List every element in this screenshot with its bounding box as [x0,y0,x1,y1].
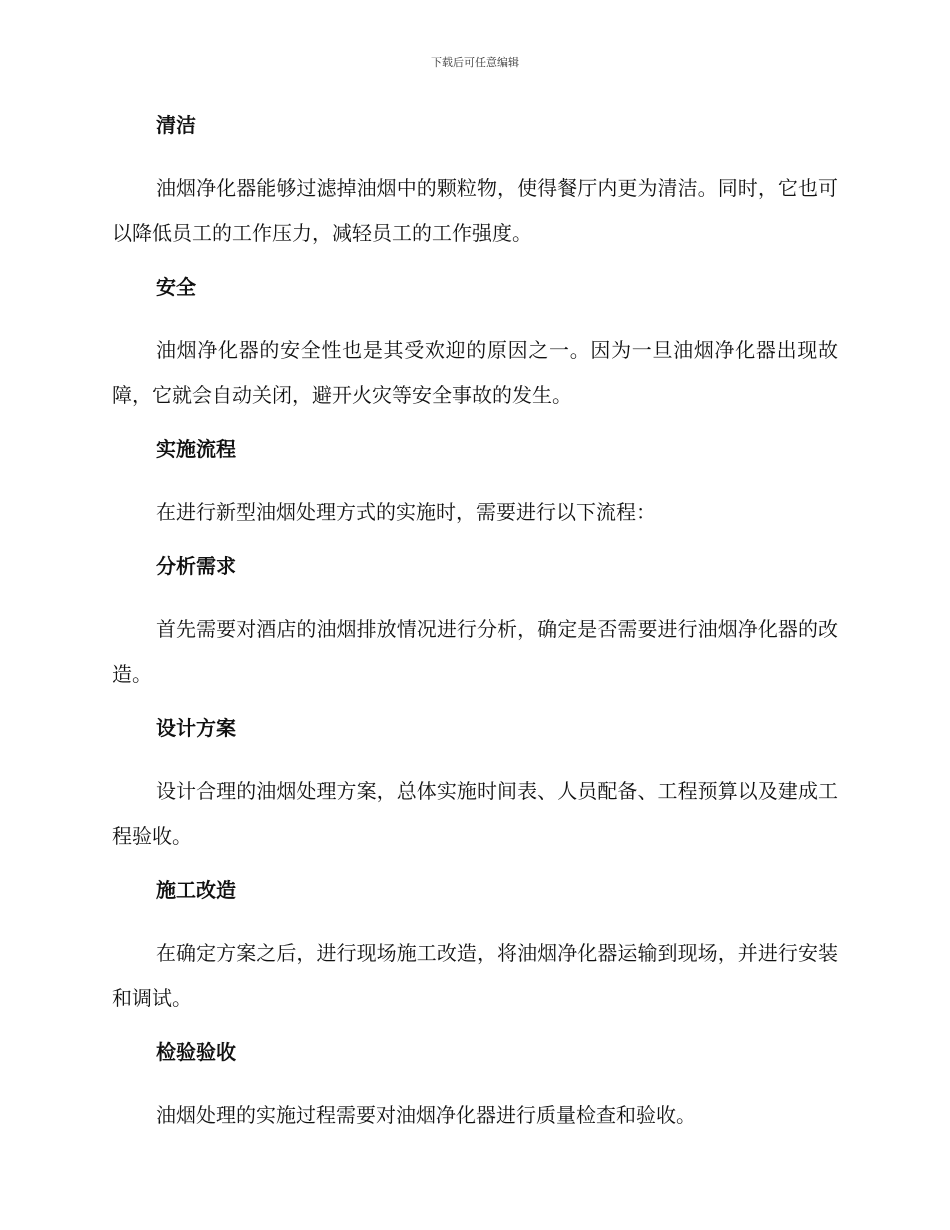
section-heading-construction: 施工改造 [156,878,236,902]
section-body-safety: 油烟净化器的安全性也是其受欢迎的原因之一。因为一旦油烟净化器出现故障，它就会自动关闭，避开火灾等安全事故的发生。 [112,338,838,407]
section-body-cleaning: 油烟净化器能够过滤掉油烟中的颗粒物，使得餐厅内更为清洁。同时，它也可以降低员工的工作压力，减轻员工的工作强度。 [112,176,838,245]
section-heading-inspection: 检验验收 [156,1040,236,1064]
section-heading-safety: 安全 [156,275,196,299]
section-body-needs-analysis: 首先需要对酒店的油烟排放情况进行分析，确定是否需要进行油烟净化器的改造。 [112,617,838,686]
section-heading-needs-analysis: 分析需求 [156,554,236,578]
section-heading-cleaning: 清洁 [156,113,196,137]
section-body-design-plan: 设计合理的油烟处理方案，总体实施时间表、人员配备、工程预算以及建成工程验收。 [112,779,838,848]
section-body-implementation-process: 在进行新型油烟处理方式的实施时，需要进行以下流程： [156,500,656,524]
section-body-construction: 在确定方案之后，进行现场施工改造，将油烟净化器运输到现场，并进行安装和调试。 [112,941,838,1010]
section-body-inspection: 油烟处理的实施过程需要对油烟净化器进行质量检查和验收。 [156,1103,696,1127]
section-heading-design-plan: 设计方案 [156,716,236,740]
page-header: 下载后可任意编辑 [431,56,519,69]
section-heading-implementation-process: 实施流程 [156,437,236,461]
document-body [112,110,838,1154]
